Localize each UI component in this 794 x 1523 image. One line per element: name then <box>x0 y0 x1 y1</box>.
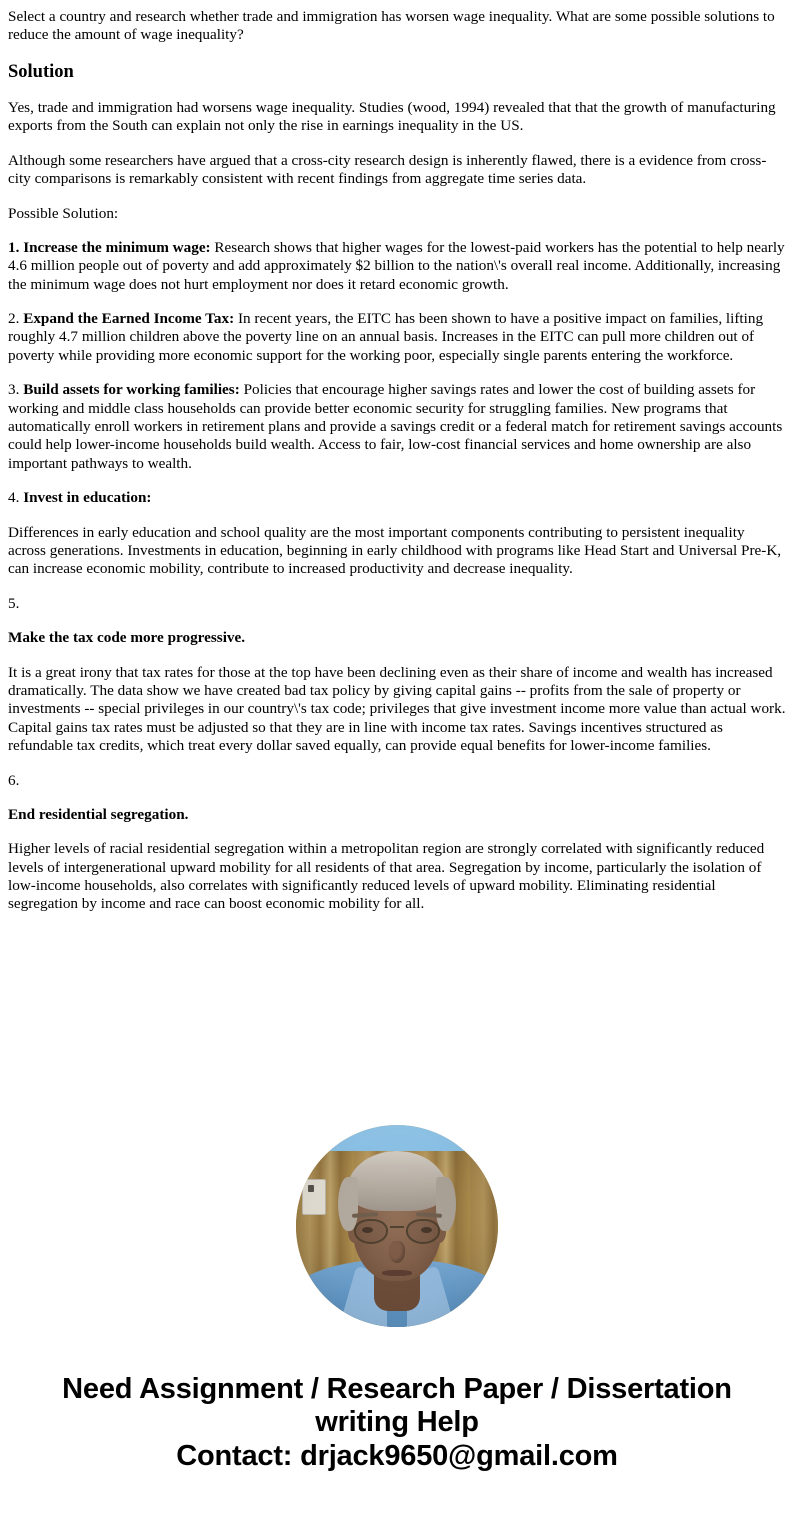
contact-call-to-action <box>0 1373 794 1492</box>
cta-line-1: Need Assignment / Research Paper / Dissertation <box>62 1372 732 1405</box>
cta-line-2: writing Help <box>315 1406 479 1439</box>
education-body: Differences in early education and school quality are the most important components contributing to persistent inequality across generations. Investments in education, beginning in early childhood with programs like Head Start and Universal Pre-K, can increase economic mobility, contribute to increased productivity and decrease inequality. <box>8 523 782 578</box>
solution-item-3 <box>8 381 786 473</box>
solution-item-5-title <box>8 629 786 647</box>
solution-item-3-body: Policies that encourage higher savings rates and lower the cost of building assets for working and middle class households can provide better economic security for struggling families. New programs that automatically enroll workers in retirement plans and provide a savings credit or a federal match for retirement savings accounts could help lower-income households build wealth. Access to fair, low-cost financial services and home ownership are also important pathways to wealth. <box>8 381 783 472</box>
photo-mouth <box>382 1270 412 1276</box>
solution-item-2-number: 2. <box>8 310 20 328</box>
solution-item-5-number: 5. <box>8 594 20 612</box>
solution-item-6-body: Higher levels of racial residential segregation within a metropolitan region are strongly correlated with significantly reduced levels of intergenerational upward mobility for all residents of that area. Segregation by income, particularly the isolation of low-income households, also correlates with significantly reduced levels of upward mobility. Eliminating residential segregation by income and race can boost economic mobility for all. <box>8 840 765 913</box>
portrait-photo-avatar <box>296 1125 498 1327</box>
cta-contact-email[interactable]: Contact: drjack9650@gmail.com <box>176 1440 618 1473</box>
solution-item-2-title: Expand the Earned Income Tax: <box>23 310 235 328</box>
answer-paragraph-1: Yes, trade and immigration had worsens wage inequality. Studies (wood, 1994) revealed that that the growth of manufacturing exports from the South can explain not only the rise in earnings inequality in the US. <box>8 98 776 135</box>
photo-lens-right <box>406 1219 440 1244</box>
solution-item-2 <box>8 310 786 365</box>
solution-item-6-title-text: End residential segregation. <box>8 805 189 823</box>
solution-item-6-number: 6. <box>8 771 20 789</box>
solution-item-1-body: Research shows that higher wages for the lowest-paid workers has the potential to help nearly 4.6 million people out of poverty and add approximately $2 billion to the nation\'s overall real income. Additionally, increasing the minimum wage does not hurt employment nor does it retard economic growth. <box>8 238 785 293</box>
solution-item-4 <box>8 489 786 507</box>
solution-item-3-number: 3. <box>8 381 20 399</box>
content-spacer <box>0 930 794 1125</box>
possible-solution-label: Possible Solution: <box>8 204 119 222</box>
photo-light-switch <box>302 1179 326 1215</box>
photo-lens-left <box>354 1219 388 1244</box>
solution-item-1 <box>8 239 786 294</box>
solution-heading: Solution <box>8 61 74 82</box>
solution-item-4-number: 4. <box>8 489 20 507</box>
solution-item-1-title: Increase the minimum wage: <box>23 238 211 256</box>
solution-item-6-title <box>8 806 786 824</box>
solution-item-5-title-text: Make the tax code more progressive. <box>8 629 246 647</box>
solution-item-3-title: Build assets for working families: <box>23 381 240 399</box>
solution-item-2-body: In recent years, the EITC has been shown to have a positive impact on families, lifting roughly 4.7 million children above the poverty line on an annual basis. Increases in the EITC can pull more children out of poverty while providing more economic support for the working poor, especially single parents entering the workforce. <box>8 310 764 364</box>
photo-nose <box>389 1241 405 1263</box>
solution-item-5-body: It is a great irony that tax rates for those at the top have been declining even as their share of income and wealth has increased dramatically. The data show we have created bad tax policy by giving capital gains -- profits from the sale of property or investments -- special privileges in our country\'s tax code; privileges that give investment income more value than actual work. Capital gains tax rates must be adjusted so that they are in line with income tax rates. Savings incentives structured as refundable tax credits, which treat every dollar saved equally, can provide equal benefits for lower-income families. <box>8 663 786 755</box>
photo-glasses-bridge <box>390 1226 404 1228</box>
solution-item-4-title: Invest in education: <box>23 489 152 507</box>
portrait-photo-container <box>0 1125 794 1327</box>
answer-paragraph-2: Although some researchers have argued that a cross-city research design is inherently flawed, there is a evidence from cross-city comparisons is remarkably consistent with recent findings from aggregate time series data. <box>8 151 767 188</box>
assignment-prompt: Select a country and research whether trade and immigration has worsen wage inequality. What are some possible solutions to reduce the amount of wage inequality? <box>8 8 775 44</box>
solution-item-1-number: 1. <box>8 238 20 256</box>
